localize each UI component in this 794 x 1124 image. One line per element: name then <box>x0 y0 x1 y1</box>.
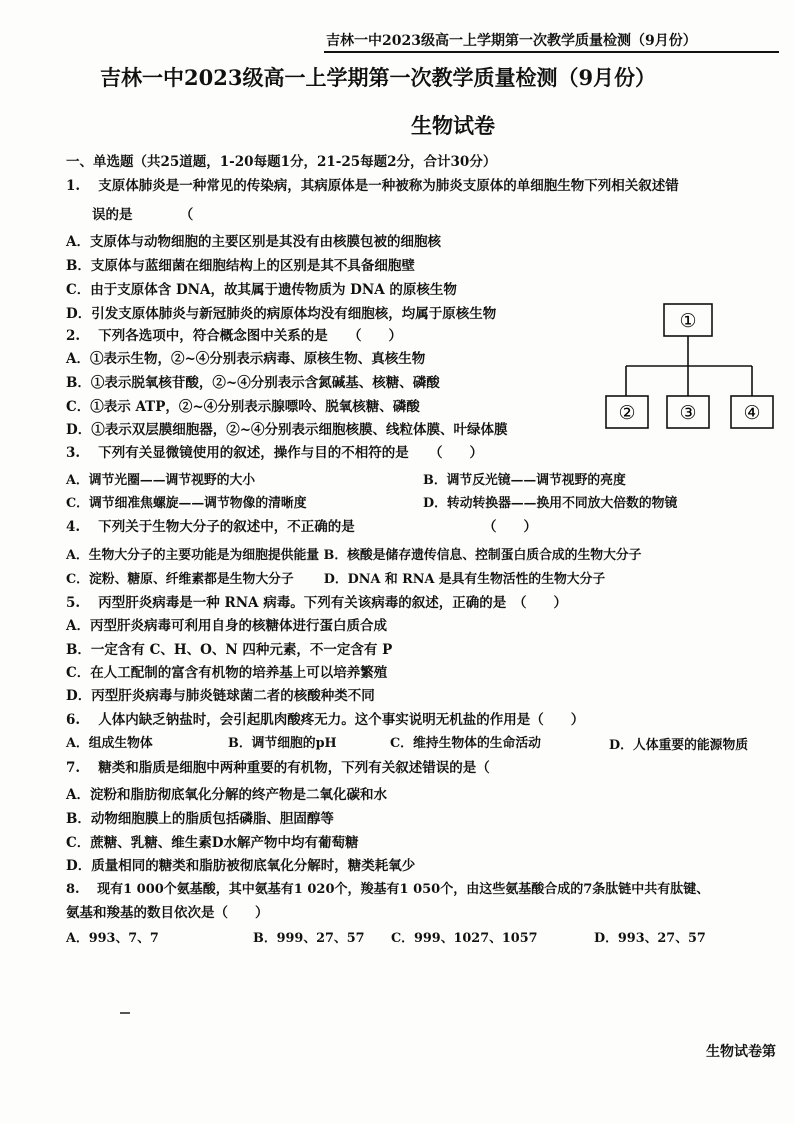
exam-title: 吉林一中2023级高一上学期第一次教学质量检测（9月份） <box>100 65 657 90</box>
q1-stem-cont: 误的是 （ <box>92 207 194 223</box>
q5-option-a: A．丙型肝炎病毒可利用自身的核糖体进行蛋白质合成 <box>66 618 387 634</box>
q1-stem: 1. 支原体肺炎是一种常见的传染病，其病原体是一种被称为肺炎支原体的单细胞生物下列相关叙述错 <box>66 178 679 194</box>
q6-option-d: D．人体重要的能源物质 <box>609 738 749 753</box>
diagram-label-2: ② <box>618 402 636 424</box>
q8-option-c: C．999、1027、1057 <box>391 931 538 946</box>
q5-option-d: D．丙型肝炎病毒与肺炎链球菌二者的核酸种类不同 <box>66 688 375 704</box>
q7-option-a: A．淀粉和脂肪彻底氧化分解的终产物是二氧化碳和水 <box>66 787 387 803</box>
diagram-label-4: ④ <box>743 402 761 424</box>
q4-option-ab: A．生物大分子的主要功能是为细胞提供能量 B．核酸是储存遗传信息、控制蛋白质合成的生物大分子 <box>66 548 642 563</box>
q4-stem: 4. 下列关于生物大分子的叙述中，不正确的是 （ ） <box>66 519 538 535</box>
q2-option-b: B．①表示脱氧核苷酸，②~④分别表示含氮碱基、核糖、磷酸 <box>66 375 440 391</box>
q3-option-a: A．调节光圈——调节视野的大小 <box>66 473 256 488</box>
q3-option-d: D．转动转换器——换用不同放大倍数的物镜 <box>423 496 678 511</box>
q7-option-d: D．质量相同的糖类和脂肪被彻底氧化分解时，糖类耗氧少 <box>66 858 416 874</box>
concept-diagram <box>600 300 780 440</box>
q2-option-d: D．①表示双层膜细胞器，②~④分别表示细胞核膜、线粒体膜、叶绿体膜 <box>66 422 508 438</box>
q8-stem-cont: 氨基和羧基的数目依次是（ ） <box>66 905 269 921</box>
q5-stem: 5. 丙型肝炎病毒是一种 RNA 病毒。下列有关该病毒的叙述，正确的是 （ ） <box>66 595 567 611</box>
q3-option-b: B．调节反光镜——调节视野的亮度 <box>423 473 626 488</box>
q8-option-d: D．993、27、57 <box>594 931 706 946</box>
q6-option-b: B．调节细胞的pH <box>228 736 337 751</box>
q6-option-c: C．维持生物体的生命活动 <box>390 736 541 751</box>
q6-option-a: A．组成生物体 <box>66 736 153 751</box>
running-header: 吉林一中2023级高一上学期第一次教学质量检测（9月份） <box>326 33 697 49</box>
q3-option-c: C．调节细准焦螺旋——调节物像的清晰度 <box>66 496 307 511</box>
header-rule <box>324 51 779 53</box>
section-heading: 一、单选题（共25道题，1-20每题1分，21-25每题2分，合计30分） <box>66 154 497 170</box>
q8-option-b: B．999、27、57 <box>253 931 365 946</box>
q1-option-a: A．支原体与动物细胞的主要区别是其没有由核膜包被的细胞核 <box>66 234 441 250</box>
q2-option-a: A．①表示生物，②~④分别表示病毒、原核生物、真核生物 <box>66 351 426 367</box>
page-footer: 生物试卷第 <box>706 1044 776 1060</box>
q2-option-c: C．①表示 ATP，②~④分别表示腺嘌呤、脱氧核糖、磷酸 <box>66 399 420 415</box>
diagram-label-3: ③ <box>679 402 697 424</box>
q1-option-d: D．引发支原体肺炎与新冠肺炎的病原体均没有细胞核，均属于原核生物 <box>66 306 497 322</box>
q3-stem: 3. 下列有关显微镜使用的叙述，操作与目的不相符的是 （ ） <box>66 445 484 461</box>
q7-stem: 7. 糖类和脂质是细胞中两种重要的有机物，下列有关叙述错误的是（ <box>66 760 490 776</box>
q8-option-a: A．993、7、7 <box>66 931 159 946</box>
q5-option-c: C．在人工配制的富含有机物的培养基上可以培养繁殖 <box>66 665 388 681</box>
exam-subtitle: 生物试卷 <box>411 113 495 138</box>
q1-option-b: B．支原体与蓝细菌在细胞结构上的区别是其不具备细胞壁 <box>66 258 415 274</box>
q2-stem: 2. 下列各选项中，符合概念图中关系的是 （ ） <box>66 328 403 344</box>
q1-option-c: C．由于支原体含 DNA，故其属于遗传物质为 DNA 的原核生物 <box>66 282 457 298</box>
stray-mark <box>120 1012 130 1014</box>
diagram-label-1: ① <box>679 310 697 332</box>
q8-stem: 8. 现有1 000个氨基酸，其中氨基有1 020个，羧基有1 050个，由这些氨基酸合成的7条肽链中共有肽键、 <box>66 882 710 897</box>
q6-stem: 6. 人体内缺乏钠盐时，会引起肌肉酸疼无力。这个事实说明无机盐的作用是（ ） <box>66 712 585 728</box>
q7-option-b: B．动物细胞膜上的脂质包括磷脂、胆固醇等 <box>66 811 334 827</box>
q7-option-c: C．蔗糖、乳糖、维生素D水解产物中均有葡萄糖 <box>66 835 359 851</box>
q4-option-cd: C．淀粉、糖原、纤维素都是生物大分子 D．DNA 和 RNA 是具有生物活性的生物大分子 <box>66 572 606 587</box>
q5-option-b: B．一定含有 C、H、O、N 四种元素，不一定含有 P <box>66 642 393 658</box>
